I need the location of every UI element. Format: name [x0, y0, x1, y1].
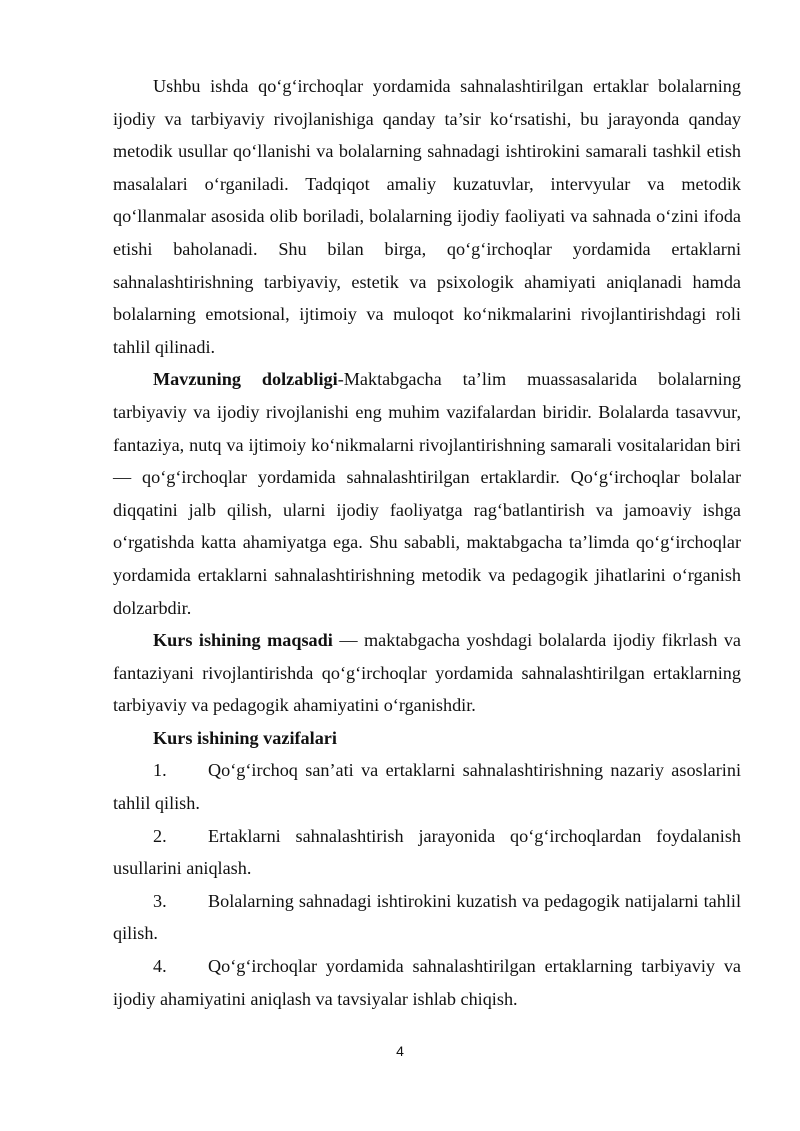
list-item-number: 3.: [153, 890, 167, 911]
list-item-number: 1.: [153, 760, 167, 781]
relevance-paragraph: [113, 363, 741, 624]
list-item-text: Qo‘g‘irchoqlar yordamida sahnalashtirilgan ertaklarning tarbiyaviy va ijodiy ahamiyatini aniqlash va tavsiyalar ishlab chiqish.: [113, 956, 741, 1009]
list-item-text: Bolalarning sahnadagi ishtirokini kuzatish va pedagogik natijalarni tahlil qilish.: [113, 890, 741, 944]
list-item-text: Qo‘g‘irchoq san’ati va ertaklarni sahnalashtirishning nazariy asoslarini tahlil qilish.: [113, 760, 741, 814]
list-item-text: Ertaklarni sahnalashtirish jarayonida qo‘g‘irchoqlardan foydalanish usullarini aniqlash.: [113, 825, 741, 879]
document-page: [113, 70, 741, 1015]
list-item: [113, 754, 741, 819]
list-item: [113, 950, 741, 1015]
goal-paragraph: [113, 624, 741, 722]
page-number: 4: [396, 1043, 404, 1059]
relevance-text: -Maktabgacha ta’lim muassasalarida bolalarning tarbiyaviy va ijodiy rivojlanishi eng muhim vazifalardan biridir. Bolalarda tasavvur, fantaziya, nutq va ijtimoiy ko‘nikmalarni rivojlantirishning samarali vositalaridan biri — qo‘g‘irchoqlar yordamida sahnalashtirilgan ertaklardir. Qo‘g‘irchoqlar bolalar diqqatini jalb qilish, ularni ijodiy faoliyatga rag‘batlantirish va jamoaviy ishga o‘rgatishda katta ahamiyatga ega. Shu sababli, maktabgacha ta’limda qo‘g‘irchoqlar yordamida ertaklarni sahnalashtirishning metodik va pedagogik jihatlarini o‘rganish dolzarbdir.: [113, 369, 741, 618]
relevance-label: Mavzuning dolzabligi: [153, 369, 338, 390]
list-item-number: 2.: [153, 825, 167, 846]
tasks-heading: Kurs ishining vazifalari: [153, 727, 337, 748]
goal-label: Kurs ishining maqsadi: [153, 630, 333, 651]
list-item-number: 4.: [153, 956, 167, 977]
goal-text: — maktabgacha yoshdagi bolalarda ijodiy fikrlash va fantaziyani rivojlantirishda qo‘g‘irchoqlar yordamida sahnalashtirilgan ertaklarning tarbiyaviy va pedagogik ahamiyatini o‘rganishdir.: [113, 630, 741, 716]
intro-paragraph: Ushbu ishda qo‘g‘irchoqlar yordamida sahnalashtirilgan ertaklar bolalarning ijodiy va tarbiyaviy rivojlanishiga qanday ta’sir ko‘rsatishi, bu jarayonda qanday metodik usullar qo‘llanishi va bolalarning sahnadagi ishtirokini samarali tashkil etish masalalari o‘rganiladi. Tadqiqot amaliy kuzatuvlar, intervyular va metodik qo‘llanmalar asosida olib boriladi, bolalarning ijodiy faoliyati va sahnada o‘zini ifoda etishi baholanadi. Shu bilan birga, qo‘g‘irchoqlar yordamida ertaklarni sahnalashtirishning tarbiyaviy, estetik va psixologik ahamiyati aniqlanadi hamda bolalarning emotsional, ijtimoiy va muloqot ko‘nikmalarini rivojlantirishdagi roli tahlil qilinadi.: [113, 76, 741, 357]
list-item: [113, 885, 741, 950]
list-item: [113, 820, 741, 885]
